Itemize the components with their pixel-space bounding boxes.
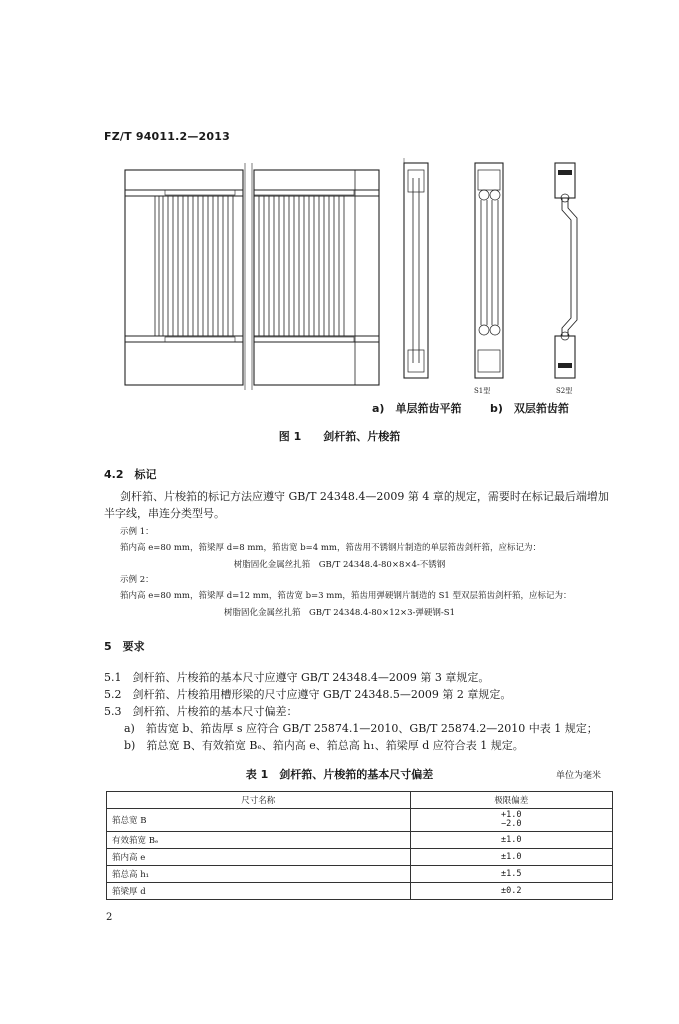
para-4-2-line1: 剑杆筘、片梭筘的标记方法应遵守 GB/T 24348.4—2009 第 4 章的规定，需要时在标记最后端增加 bbox=[120, 490, 609, 503]
table1 bbox=[106, 791, 613, 900]
subcaption-a: a) 单层筘齿平筘 bbox=[372, 402, 462, 415]
reed-right-section bbox=[254, 170, 379, 385]
row-deviation: ±1.0 bbox=[410, 832, 612, 849]
row-name: 筘总宽 B bbox=[107, 809, 411, 832]
para-4-2-line2: 半字线，串连分类型号。 bbox=[104, 507, 225, 520]
item-5-3: 5.3 剑杆筘、片梭筘的基本尺寸偏差： bbox=[104, 705, 298, 718]
example2-text: 筘内高 e=80 mm，筘梁厚 d=12 mm，筘齿宽 b=3 mm，筘齿用弹硬钢片制造的 S1 型双层筘齿剑杆筘，应标记为： bbox=[120, 591, 572, 601]
figure-1-drawing bbox=[115, 158, 585, 398]
profile-single-layer bbox=[404, 158, 428, 378]
example2-label: 示例 2： bbox=[120, 575, 154, 585]
section-heading-5: 5 要求 bbox=[104, 640, 145, 653]
table-header-row bbox=[107, 792, 613, 809]
table-row bbox=[107, 832, 613, 849]
standard-code: FZ/T 94011.2—2013 bbox=[104, 130, 230, 143]
section-heading-4-2: 4.2 标记 bbox=[104, 468, 157, 481]
item-5-2: 5.2 剑杆筘、片梭筘用槽形梁的尺寸应遵守 GB/T 24348.5—2009 第 2 章规定。 bbox=[104, 688, 512, 701]
figure-caption: 图 1 剑杆筘、片梭筘 bbox=[278, 430, 401, 443]
reed-left-section bbox=[125, 170, 243, 385]
row-deviation: ±1.5 bbox=[410, 866, 612, 883]
row-name: 有效筘宽 Bₑ bbox=[107, 832, 411, 849]
row-deviation: ±1.0 bbox=[410, 849, 612, 866]
table-row bbox=[107, 809, 613, 832]
row-name: 筘内高 e bbox=[107, 849, 411, 866]
item-5-1: 5.1 剑杆筘、片梭筘的基本尺寸应遵守 GB/T 24348.4—2009 第 3 章规定。 bbox=[104, 671, 490, 684]
table-row bbox=[107, 866, 613, 883]
example1-text: 筘内高 e=80 mm，筘梁厚 d=8 mm，筘齿宽 b=4 mm，筘齿用不锈钢片制造的单层筘齿剑杆筘，应标记为： bbox=[120, 543, 541, 553]
label-s1: S1型 bbox=[474, 387, 491, 395]
page-number: 2 bbox=[106, 912, 113, 923]
example2-marking: 树脂固化金属丝扎筘 GB/T 24348.4-80×12×3-弹硬钢-S1 bbox=[223, 608, 456, 618]
row-deviation bbox=[410, 809, 612, 832]
col-header-deviation: 极限偏差 bbox=[410, 792, 612, 809]
item-5-3-b: b) 筘总宽 B、有效筘宽 Bₑ、筘内高 e、筘总高 h₁、筘梁厚 d 应符合表 1 规定。 bbox=[124, 739, 524, 752]
subcaption-b: b) 双层筘齿筘 bbox=[490, 402, 569, 415]
table1-title: 表 1 剑杆筘、片梭筘的基本尺寸偏差 bbox=[245, 768, 434, 781]
item-5-3-a: a) 筘齿宽 b、筘齿厚 s 应符合 GB/T 25874.1—2010、GB/T 25874.2—2010 中表 1 规定； bbox=[124, 722, 598, 735]
label-s2: S2型 bbox=[556, 387, 573, 395]
table-row bbox=[107, 849, 613, 866]
col-header-name: 尺寸名称 bbox=[107, 792, 411, 809]
deviation-upper: +1.0 bbox=[501, 810, 522, 820]
row-name: 筘梁厚 d bbox=[107, 883, 411, 900]
row-name: 筘总高 h₁ bbox=[107, 866, 411, 883]
deviation-lower: −2.0 bbox=[501, 819, 522, 829]
profile-double-layer-s1 bbox=[475, 163, 503, 378]
table1-unit: 单位为毫米 bbox=[556, 771, 602, 781]
profile-double-layer-s2 bbox=[555, 163, 577, 378]
row-deviation: ±0.2 bbox=[410, 883, 612, 900]
table-row bbox=[107, 883, 613, 900]
example1-label: 示例 1： bbox=[120, 527, 154, 537]
example1-marking: 树脂固化金属丝扎筘 GB/T 24348.4-80×8×4-不锈钢 bbox=[233, 560, 446, 570]
